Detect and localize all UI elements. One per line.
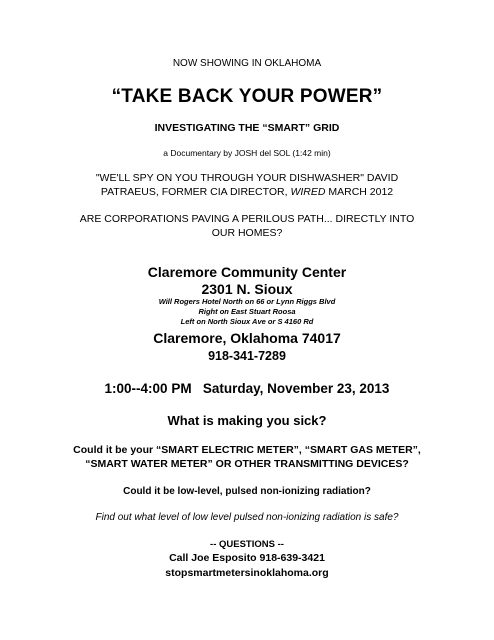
corporations-question: [0, 212, 494, 240]
page-title: “TAKE BACK YOUR POWER”: [111, 86, 383, 107]
corporations-question-line-1: ARE CORPORATIONS PAVING A PERILOUS PATH... DIRECTLY INTO: [79, 213, 415, 225]
directions-block: [0, 297, 494, 327]
venue-name: Claremore Community Center: [147, 264, 347, 280]
radiation-question: Could it be low-level, pulsed non-ionizing radiation?: [123, 486, 371, 497]
subtitle: INVESTIGATING THE “SMART” GRID: [154, 122, 340, 134]
venue-city: Claremore, Oklahoma 74017: [153, 330, 341, 346]
quote-line-1: "WE'LL SPY ON YOU THROUGH YOUR DISHWASHER" DAVID: [95, 172, 399, 184]
contact-call: Call Joe Esposito 918-639-3421: [169, 552, 325, 564]
venue-phone: 918-341-7289: [208, 349, 286, 363]
safe-level-question: Find out what level of low level pulsed non-ionizing radiation is safe?: [95, 512, 399, 523]
directions-line: Left on North Sioux Ave or S 4160 Rd: [180, 317, 314, 326]
quote-block: [0, 171, 494, 199]
directions-line: Right on East Stuart Roosa: [198, 307, 296, 316]
sick-question: What is making you sick?: [167, 413, 327, 428]
contact-heading: -- QUESTIONS --: [210, 539, 284, 550]
event-time: 1:00--4:00 PM: [104, 381, 192, 396]
corporations-question-line-2: OUR HOMES?: [211, 227, 283, 239]
event-datetime: [0, 381, 494, 396]
quote-source-publication: WIRED: [290, 186, 326, 198]
directions-line: Will Rogers Hotel North on 66 or Lynn Riggs Blvd: [158, 297, 336, 306]
now-showing-line: NOW SHOWING IN OKLAHOMA: [172, 58, 322, 69]
meters-question: [0, 443, 494, 471]
quote-line-2-text: PATRAEUS, FORMER CIA DIRECTOR,: [100, 186, 291, 198]
contact-website: stopsmartmetersinoklahoma.org: [165, 567, 329, 579]
meters-question-line-2: “SMART WATER METER” OR OTHER TRANSMITTING DEVICES?: [85, 458, 409, 470]
venue-address: 2301 N. Sioux: [201, 281, 293, 297]
documentary-credit: a Documentary by JOSH del SOL (1:42 min): [163, 148, 331, 158]
quote-date: MARCH 2012: [325, 186, 394, 198]
quote-line-2: [0, 185, 494, 199]
event-date: Saturday, November 23, 2013: [202, 381, 390, 396]
meters-question-line-1: Could it be your “SMART ELECTRIC METER”, “SMART GAS METER”,: [73, 444, 421, 456]
